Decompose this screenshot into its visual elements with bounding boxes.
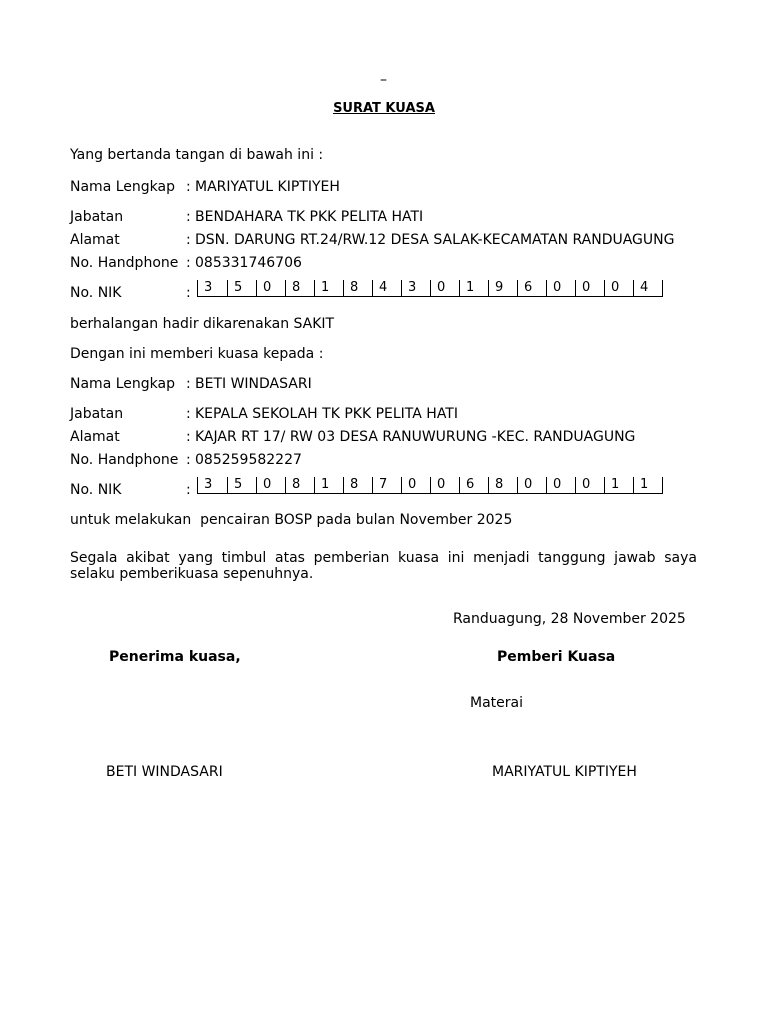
grantee-nik-boxes: [197, 477, 663, 494]
nik-digit: 6: [460, 477, 489, 493]
place-date: Randuagung, 28 November 2025: [453, 611, 686, 627]
grantee-alamat-colon: :: [186, 429, 191, 445]
grantor-nama-label: Nama Lengkap: [70, 179, 175, 195]
nik-digit: 8: [344, 280, 373, 296]
nik-digit: 4: [634, 280, 663, 296]
grantor-nik-label: No. NIK: [70, 285, 122, 301]
grantee-alamat-label: Alamat: [70, 429, 120, 445]
grantee-hp-label: No. Handphone: [70, 452, 179, 468]
nik-digit: 0: [257, 477, 286, 493]
grantor-alamat-colon: :: [186, 232, 191, 248]
nik-digit: 8: [344, 477, 373, 493]
giver-name: MARIYATUL KIPTIYEH: [492, 764, 637, 780]
nik-digit: 8: [286, 477, 315, 493]
grantor-alamat-value: DSN. DARUNG RT.24/RW.12 DESA SALAK-KECAMATAN RANDUAGUNG: [195, 232, 675, 248]
nik-digit: 1: [460, 280, 489, 296]
grantor-alamat-label: Alamat: [70, 232, 120, 248]
grantor-jabatan-label: Jabatan: [70, 209, 124, 225]
receiver-title: Penerima kuasa,: [109, 649, 241, 665]
nik-digit: 1: [605, 477, 634, 493]
nik-digit: 0: [547, 477, 576, 493]
grantor-nama-colon: :: [186, 179, 191, 195]
nik-digit: 4: [373, 280, 402, 296]
header-dash: –: [380, 72, 387, 88]
grantee-nama-colon: :: [186, 376, 191, 392]
closing-paragraph: Segala akibat yang timbul atas pemberian kuasa ini menjadi tanggung jawab saya selaku pemberikuasa sepenuhnya.: [70, 550, 697, 582]
grantee-alamat-value: KAJAR RT 17/ RW 03 DESA RANUWURUNG -KEC. RANDUAGUNG: [195, 429, 636, 445]
grantor-hp-colon: :: [186, 255, 191, 271]
grantee-nik-colon: :: [186, 482, 191, 498]
grant-intro-text: Dengan ini memberi kuasa kepada :: [70, 346, 324, 362]
giver-title: Pemberi Kuasa: [497, 649, 616, 665]
nik-digit: 1: [634, 477, 663, 493]
receiver-name: BETI WINDASARI: [106, 764, 223, 780]
grantee-jabatan-label: Jabatan: [70, 406, 124, 422]
nik-digit: 3: [402, 280, 431, 296]
nik-digit: 0: [605, 280, 634, 296]
grantor-nik-boxes: [197, 280, 663, 297]
reason-text: berhalangan hadir dikarenakan SAKIT: [70, 316, 335, 332]
nik-digit: 9: [489, 280, 518, 296]
grantor-hp-value: 085331746706: [195, 255, 302, 271]
grantor-jabatan-value: BENDAHARA TK PKK PELITA HATI: [195, 209, 424, 225]
nik-digit: 0: [576, 477, 605, 493]
grantee-hp-colon: :: [186, 452, 191, 468]
nik-digit: 0: [257, 280, 286, 296]
nik-digit: 7: [373, 477, 402, 493]
nik-digit: 8: [489, 477, 518, 493]
nik-digit: 0: [431, 477, 460, 493]
nik-digit: 3: [198, 477, 228, 493]
nik-digit: 1: [315, 280, 344, 296]
grantor-hp-label: No. Handphone: [70, 255, 179, 271]
grantee-jabatan-colon: :: [186, 406, 191, 422]
nik-digit: 0: [518, 477, 547, 493]
nik-digit: 1: [315, 477, 344, 493]
nik-digit: 8: [286, 280, 315, 296]
nik-digit: 0: [576, 280, 605, 296]
grantee-hp-value: 085259582227: [195, 452, 302, 468]
nik-digit: 0: [547, 280, 576, 296]
intro-text: Yang bertanda tangan di bawah ini :: [70, 147, 324, 163]
grantee-nama-value: BETI WINDASARI: [195, 376, 312, 392]
grantor-nik-colon: :: [186, 285, 191, 301]
materai-label: Materai: [470, 695, 523, 711]
nik-digit: 3: [198, 280, 228, 296]
grantee-nama-label: Nama Lengkap: [70, 376, 175, 392]
nik-digit: 5: [228, 477, 257, 493]
nik-digit: 5: [228, 280, 257, 296]
grantor-jabatan-colon: :: [186, 209, 191, 225]
nik-digit: 0: [431, 280, 460, 296]
nik-digit: 6: [518, 280, 547, 296]
nik-digit: 0: [402, 477, 431, 493]
grantor-nama-value: MARIYATUL KIPTIYEH: [195, 179, 340, 195]
grantee-nik-label: No. NIK: [70, 482, 122, 498]
purpose-text: untuk melakukan pencairan BOSP pada bulan November 2025: [70, 512, 513, 528]
document-title: SURAT KUASA: [333, 101, 435, 116]
grantee-jabatan-value: KEPALA SEKOLAH TK PKK PELITA HATI: [195, 406, 458, 422]
